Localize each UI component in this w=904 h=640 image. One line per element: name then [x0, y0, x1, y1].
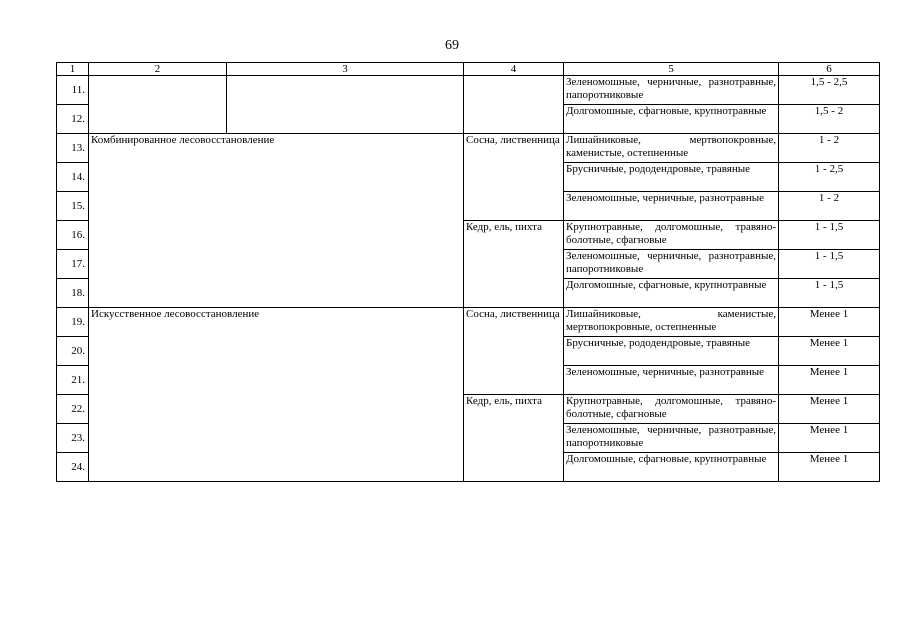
forest-type-cell: Брусничные, рододендровые, травяные — [564, 337, 779, 366]
column-header-4: 4 — [464, 63, 564, 76]
row-number: 16. — [57, 221, 89, 250]
table-row — [57, 134, 880, 163]
row-number: 11. — [57, 76, 89, 105]
value-cell: 1,5 - 2,5 — [779, 76, 880, 105]
forest-type-cell: Долгомошные, сфагновые, крупнотравные — [564, 279, 779, 308]
forest-type-cell: Лишайниковые, каменистые, мертвопокровные, остепненные — [564, 308, 779, 337]
value-cell: Менее 1 — [779, 308, 880, 337]
table-row — [57, 308, 880, 337]
row-number: 13. — [57, 134, 89, 163]
value-cell: Менее 1 — [779, 366, 880, 395]
forest-type-cell: Зеленомошные, черничные, разнотравные, папоротниковые — [564, 424, 779, 453]
forest-type-cell: Зеленомошные, черничные, разнотравные, папоротниковые — [564, 250, 779, 279]
value-cell: 1 - 1,5 — [779, 221, 880, 250]
row-number: 17. — [57, 250, 89, 279]
column-header-1: 1 — [57, 63, 89, 76]
column-header-3: 3 — [227, 63, 464, 76]
forest-type-cell: Долгомошные, сфагновые, крупнотравные — [564, 453, 779, 482]
forest-type-cell: Зеленомошные, черничные, разнотравные — [564, 192, 779, 221]
conditions-cell — [227, 76, 464, 134]
species-cell: Кедр, ель, пихта — [464, 395, 564, 482]
row-number: 12. — [57, 105, 89, 134]
forest-type-cell: Лишайниковые, мертвопокровные, каменистые, остепненные — [564, 134, 779, 163]
value-cell: Менее 1 — [779, 337, 880, 366]
forest-type-cell: Долгомошные, сфагновые, крупнотравные — [564, 105, 779, 134]
page-number: 69 — [445, 38, 459, 53]
row-number: 23. — [57, 424, 89, 453]
forest-type-cell: Брусничные, рододендровые, травяные — [564, 163, 779, 192]
data-table — [56, 62, 880, 482]
value-cell: 1 - 2 — [779, 192, 880, 221]
column-header-2: 2 — [89, 63, 227, 76]
row-number: 19. — [57, 308, 89, 337]
row-number: 18. — [57, 279, 89, 308]
value-cell: 1 - 1,5 — [779, 250, 880, 279]
column-header-5: 5 — [564, 63, 779, 76]
value-cell: Менее 1 — [779, 395, 880, 424]
row-number: 24. — [57, 453, 89, 482]
row-number: 22. — [57, 395, 89, 424]
row-number: 21. — [57, 366, 89, 395]
column-header-6: 6 — [779, 63, 880, 76]
species-cell: Сосна, лиственница — [464, 308, 564, 395]
value-cell: Менее 1 — [779, 453, 880, 482]
forest-type-cell: Крупнотравные, долгомошные, травяно-болотные, сфагновые — [564, 221, 779, 250]
species-cell — [464, 76, 564, 134]
method-cell-artificial: Искусственное лесовосстановление — [89, 308, 464, 482]
species-cell: Сосна, лиственница — [464, 134, 564, 221]
value-cell: Менее 1 — [779, 424, 880, 453]
forest-type-cell: Зеленомошные, черничные, разнотравные — [564, 366, 779, 395]
value-cell: 1 - 2,5 — [779, 163, 880, 192]
method-cell — [89, 76, 227, 134]
forest-type-cell: Крупнотравные, долгомошные, травяно-болотные, сфагновые — [564, 395, 779, 424]
table-row — [57, 76, 880, 105]
value-cell: 1 - 1,5 — [779, 279, 880, 308]
species-cell: Кедр, ель, пихта — [464, 221, 564, 308]
value-cell: 1 - 2 — [779, 134, 880, 163]
forest-type-cell: Зеленомошные, черничные, разнотравные, папоротниковые — [564, 76, 779, 105]
table-header-row — [57, 63, 880, 76]
row-number: 20. — [57, 337, 89, 366]
row-number: 15. — [57, 192, 89, 221]
method-cell-combined: Комбинированное лесовосстановление — [89, 134, 464, 308]
row-number: 14. — [57, 163, 89, 192]
value-cell: 1,5 - 2 — [779, 105, 880, 134]
